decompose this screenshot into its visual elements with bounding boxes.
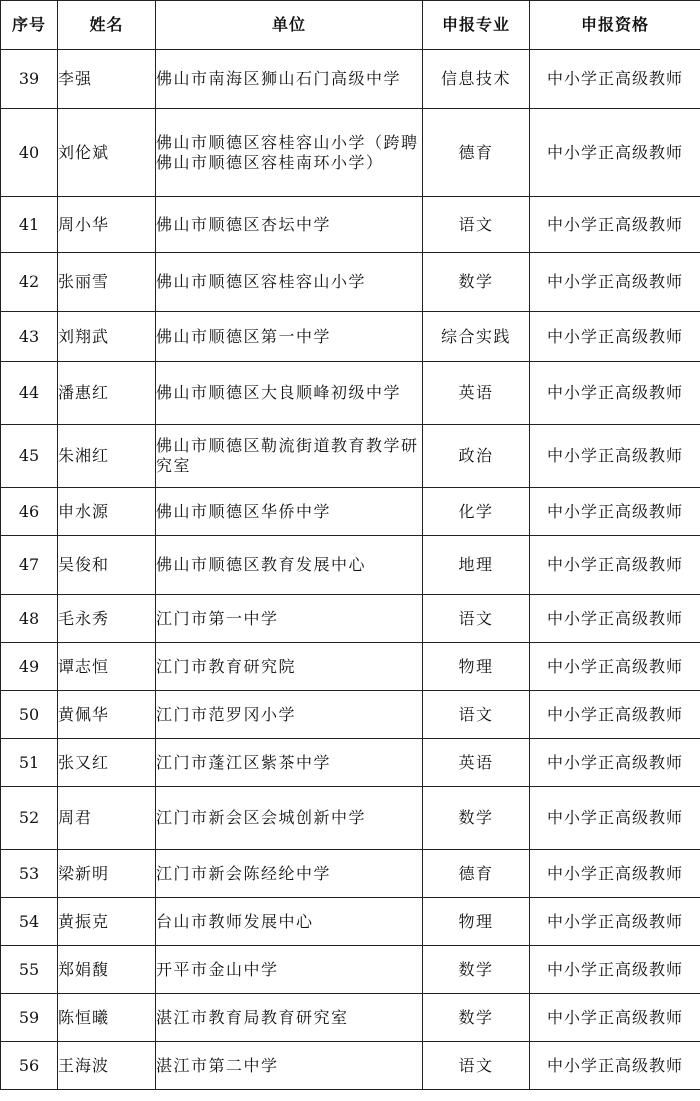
- cell-major: 德育: [423, 109, 530, 197]
- cell-no: 40: [1, 109, 58, 197]
- cell-major: 数学: [423, 253, 530, 312]
- cell-qualification: 中小学正高级教师: [530, 312, 700, 362]
- header-unit: 单位: [156, 1, 423, 50]
- cell-name: 刘伦斌: [58, 109, 156, 197]
- cell-qualification: 中小学正高级教师: [530, 946, 700, 994]
- cell-name: 梁新明: [58, 850, 156, 898]
- cell-unit: 湛江市第二中学: [156, 1042, 423, 1090]
- cell-major: 数学: [423, 787, 530, 850]
- cell-qualification: 中小学正高级教师: [530, 595, 700, 643]
- cell-major: 物理: [423, 898, 530, 946]
- table-row: [1, 362, 700, 425]
- cell-unit: 江门市新会陈经纶中学: [156, 850, 423, 898]
- cell-name: 李强: [58, 50, 156, 109]
- table-row: [1, 994, 700, 1042]
- table-row: [1, 1042, 700, 1090]
- cell-name: 谭志恒: [58, 643, 156, 691]
- table-row: [1, 898, 700, 946]
- cell-unit: 开平市金山中学: [156, 946, 423, 994]
- cell-major: 政治: [423, 425, 530, 488]
- cell-no: 47: [1, 536, 58, 595]
- cell-no: 43: [1, 312, 58, 362]
- table-body: [1, 50, 700, 1090]
- cell-qualification: 中小学正高级教师: [530, 850, 700, 898]
- cell-unit: 佛山市顺德区华侨中学: [156, 488, 423, 536]
- table-row: [1, 50, 700, 109]
- cell-major: 语文: [423, 691, 530, 739]
- cell-name: 周君: [58, 787, 156, 850]
- cell-name: 申水源: [58, 488, 156, 536]
- table-row: [1, 197, 700, 253]
- cell-no: 59: [1, 994, 58, 1042]
- cell-qualification: 中小学正高级教师: [530, 787, 700, 850]
- cell-qualification: 中小学正高级教师: [530, 994, 700, 1042]
- header-name: 姓名: [58, 1, 156, 50]
- cell-major: 英语: [423, 362, 530, 425]
- cell-unit: 湛江市教育局教育研究室: [156, 994, 423, 1042]
- cell-unit: 佛山市顺德区容桂容山小学: [156, 253, 423, 312]
- table-row: [1, 643, 700, 691]
- cell-qualification: 中小学正高级教师: [530, 425, 700, 488]
- cell-unit: 江门市新会区会城创新中学: [156, 787, 423, 850]
- cell-major: 德育: [423, 850, 530, 898]
- cell-unit: 江门市范罗冈小学: [156, 691, 423, 739]
- cell-no: 51: [1, 739, 58, 787]
- cell-unit: 佛山市顺德区大良顺峰初级中学: [156, 362, 423, 425]
- cell-qualification: 中小学正高级教师: [530, 643, 700, 691]
- cell-qualification: 中小学正高级教师: [530, 1042, 700, 1090]
- cell-major: 语文: [423, 197, 530, 253]
- cell-unit: 佛山市顺德区容桂容山小学（跨聘佛山市顺德区容桂南环小学）: [156, 109, 423, 197]
- cell-major: 化学: [423, 488, 530, 536]
- cell-unit: 台山市教师发展中心: [156, 898, 423, 946]
- cell-no: 49: [1, 643, 58, 691]
- cell-major: 物理: [423, 643, 530, 691]
- cell-unit: 佛山市顺德区勒流街道教育教学研究室: [156, 425, 423, 488]
- cell-major: 综合实践: [423, 312, 530, 362]
- table-row: [1, 488, 700, 536]
- cell-name: 郑娟馥: [58, 946, 156, 994]
- cell-no: 52: [1, 787, 58, 850]
- cell-name: 黄振克: [58, 898, 156, 946]
- cell-no: 54: [1, 898, 58, 946]
- table-row: [1, 253, 700, 312]
- cell-name: 刘翔武: [58, 312, 156, 362]
- cell-no: 53: [1, 850, 58, 898]
- cell-no: 45: [1, 425, 58, 488]
- cell-unit: 佛山市顺德区第一中学: [156, 312, 423, 362]
- cell-unit: 佛山市顺德区教育发展中心: [156, 536, 423, 595]
- table-row: [1, 739, 700, 787]
- cell-major: 语文: [423, 1042, 530, 1090]
- cell-unit: 佛山市顺德区杏坛中学: [156, 197, 423, 253]
- cell-name: 张又红: [58, 739, 156, 787]
- cell-qualification: 中小学正高级教师: [530, 109, 700, 197]
- cell-qualification: 中小学正高级教师: [530, 739, 700, 787]
- cell-name: 周小华: [58, 197, 156, 253]
- cell-no: 55: [1, 946, 58, 994]
- cell-name: 陈恒曦: [58, 994, 156, 1042]
- cell-major: 数学: [423, 946, 530, 994]
- cell-no: 48: [1, 595, 58, 643]
- cell-name: 张丽雪: [58, 253, 156, 312]
- cell-qualification: 中小学正高级教师: [530, 253, 700, 312]
- table-row: [1, 691, 700, 739]
- cell-name: 黄佩华: [58, 691, 156, 739]
- cell-no: 39: [1, 50, 58, 109]
- cell-unit: 江门市第一中学: [156, 595, 423, 643]
- cell-major: 语文: [423, 595, 530, 643]
- table-row: [1, 425, 700, 488]
- cell-no: 44: [1, 362, 58, 425]
- cell-major: 信息技术: [423, 50, 530, 109]
- cell-unit: 江门市教育研究院: [156, 643, 423, 691]
- cell-name: 王海波: [58, 1042, 156, 1090]
- cell-major: 地理: [423, 536, 530, 595]
- cell-qualification: 中小学正高级教师: [530, 362, 700, 425]
- table-row: [1, 787, 700, 850]
- cell-unit: 江门市蓬江区紫茶中学: [156, 739, 423, 787]
- table-row: [1, 109, 700, 197]
- cell-qualification: 中小学正高级教师: [530, 536, 700, 595]
- table-row: [1, 536, 700, 595]
- cell-unit: 佛山市南海区狮山石门高级中学: [156, 50, 423, 109]
- header-qualification: 申报资格: [530, 1, 700, 50]
- cell-name: 吴俊和: [58, 536, 156, 595]
- cell-no: 50: [1, 691, 58, 739]
- cell-no: 56: [1, 1042, 58, 1090]
- cell-no: 46: [1, 488, 58, 536]
- table-row: [1, 312, 700, 362]
- header-no: 序号: [1, 1, 58, 50]
- table-row: [1, 595, 700, 643]
- cell-name: 朱湘红: [58, 425, 156, 488]
- cell-qualification: 中小学正高级教师: [530, 197, 700, 253]
- cell-no: 42: [1, 253, 58, 312]
- cell-qualification: 中小学正高级教师: [530, 691, 700, 739]
- cell-major: 英语: [423, 739, 530, 787]
- table-row: [1, 850, 700, 898]
- table-row: [1, 946, 700, 994]
- cell-qualification: 中小学正高级教师: [530, 50, 700, 109]
- cell-no: 41: [1, 197, 58, 253]
- cell-qualification: 中小学正高级教师: [530, 488, 700, 536]
- cell-major: 数学: [423, 994, 530, 1042]
- header-row: [1, 1, 700, 50]
- header-major: 申报专业: [423, 1, 530, 50]
- cell-name: 潘惠红: [58, 362, 156, 425]
- cell-qualification: 中小学正高级教师: [530, 898, 700, 946]
- cell-name: 毛永秀: [58, 595, 156, 643]
